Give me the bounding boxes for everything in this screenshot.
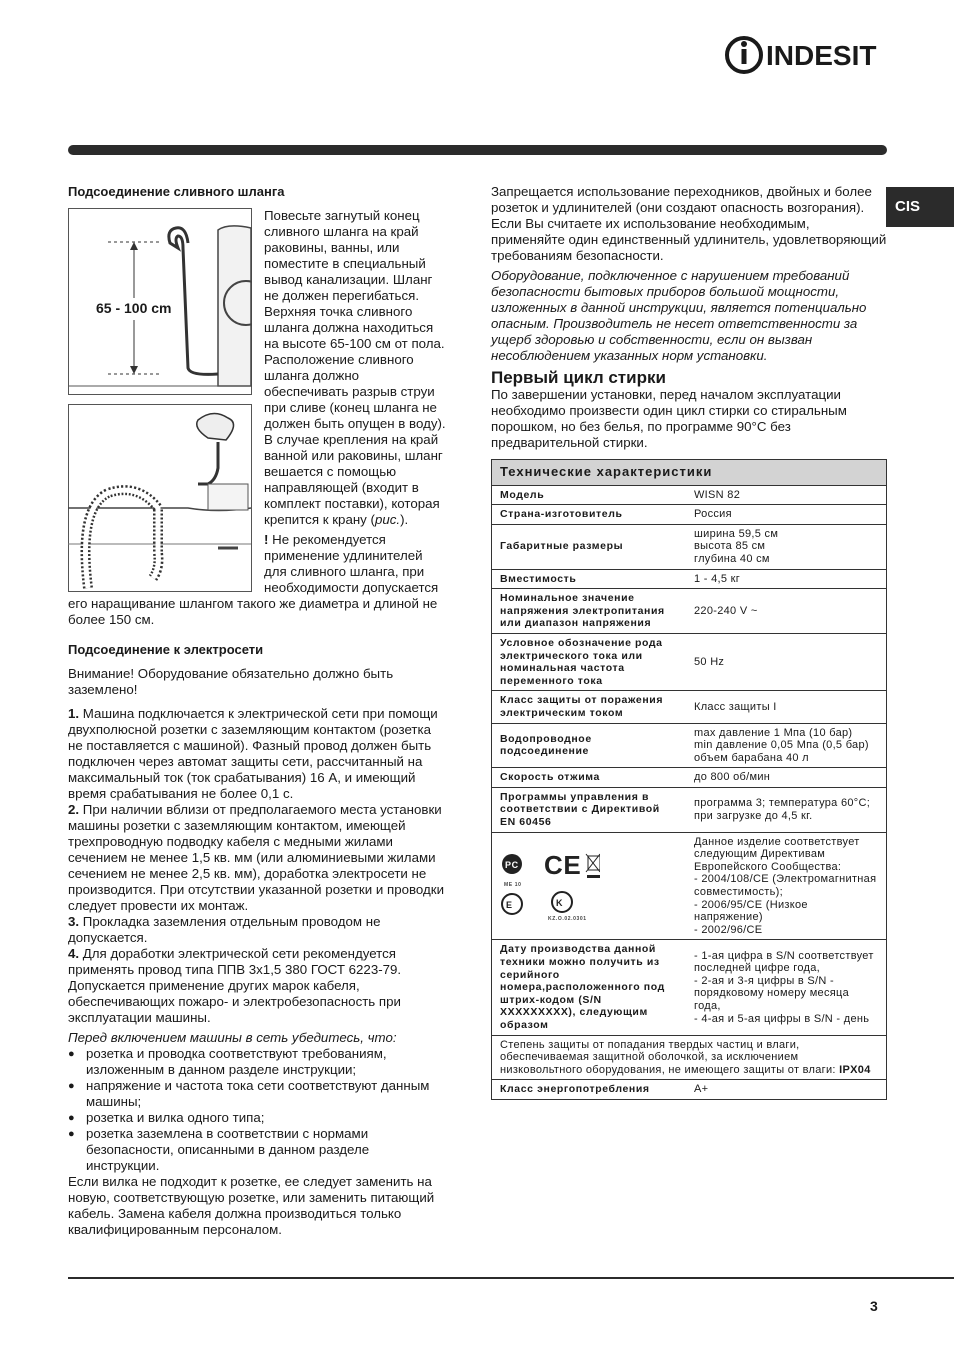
- svg-text:K: K: [556, 898, 564, 909]
- drain-figures: [68, 208, 252, 592]
- drain-hose-illustration: [68, 208, 252, 592]
- svg-text:МЕ 10: МЕ 10: [504, 882, 522, 889]
- height-range-label: 65 - 100 cm: [96, 300, 172, 316]
- ip-code: IPX04: [839, 1063, 871, 1076]
- electric-items: [68, 706, 446, 1026]
- warning-icon: !: [264, 532, 269, 547]
- header-bar: [68, 145, 887, 155]
- list-item: ● розетка заземлена в соответствии с нормами безопасности, описанными в данном разделе инструкции.: [68, 1126, 446, 1174]
- left-column: [68, 184, 446, 1238]
- table-row: [492, 1035, 887, 1080]
- table-row: [492, 832, 887, 940]
- right-column: [491, 184, 887, 1100]
- ip-protection: Степень защиты от попадания твердых частиц и влаги, обеспечиваемая защитной оболочкой, за исключением низковольтного оборудования, не имеющего защиты от влаги: IPX04: [492, 1035, 887, 1080]
- table-row: Класс энергопотребления A+: [492, 1080, 887, 1100]
- table-row: Скорость отжима до 800 об/мин: [492, 768, 887, 788]
- drain-section-title: Подсоединение сливного шланга: [68, 184, 285, 199]
- first-cycle-text: По завершении установки, перед началом эксплуатации необходимо произвести один цикл стирки со стиральным порошком, но без белья, по программе 90°С без предварительной стирки.: [491, 387, 847, 450]
- table-row: Дату производства данной техники можно получить из серийного номера,расположенного под штрих-кодом (S/N XXXXXXXXX), следующим образом - 1-ая цифра в S/N соответствует последней цифре года, - 2-ая и 3-я цифры в S/N - порядковому номеру месяца года, - 4-ая и 5-ая цифры в S/N - день: [492, 940, 887, 1035]
- certification-icon: [500, 844, 600, 924]
- check-intro: Перед включением машины в сеть убедитесь, что:: [68, 1030, 397, 1045]
- svg-text:KZ.О.02.0301: KZ.О.02.0301: [548, 916, 587, 923]
- certification-marks: [492, 832, 687, 940]
- table-row: Модель WISN 82: [492, 485, 887, 505]
- plug-replacement-note: Если вилка не подходит к розетке, ее следует заменить на новую, соответствующую розетке, или заменить питающий кабель. Замена кабеля должна производиться только квалифицированным персоналом.: [68, 1174, 435, 1237]
- table-row: Условное обозначение рода электрического тока или номинальная частота переменного тока 50 Hz: [492, 633, 887, 690]
- electric-section-title: Подсоединение к электросети: [68, 642, 264, 657]
- spec-table: [491, 459, 887, 1100]
- liability-note: Оборудование, подключенное с нарушением требований безопасности бытовых приборов большой мощности, изложенных в данной инструкции, является потенциально опасным. Производитель не несет ответственности за ущерб здоровью и собственности, если он вызван несоблюдением указанных норм установки.: [491, 268, 867, 363]
- brand-logo: [724, 30, 888, 80]
- table-row: Номинальное значение напряжения электропитания или диапазон напряжения 220-240 V ~: [492, 589, 887, 634]
- table-row: Водопроводное подсоединение max давление 1 Мпа (10 бар) min давление 0,05 Мпа (0,5 бар) объем барабана 40 л: [492, 723, 887, 768]
- svg-text:CE: CE: [544, 850, 582, 881]
- svg-text:PC: PC: [505, 860, 519, 871]
- list-item: ● розетка и вилка одного типа;: [68, 1110, 446, 1126]
- electric-item: 4. Для доработки электрической сети рекомендуется применять провод типа ППВ 3х1,5 380 ГОСТ 6223-79. Допускается применение других марок кабеля, обеспечивающих пожаро- и электробезопасность при эксплуатации машины.: [68, 946, 402, 1025]
- table-row: Класс защиты от поражения электрическим током Класс защиты I: [492, 691, 887, 723]
- electric-item: 3. Прокладка заземления отдельным проводом не допускается.: [68, 914, 381, 945]
- grounding-attention: Внимание! Оборудование обязательно должно быть заземлено!: [68, 666, 394, 697]
- table-row: Страна-изготовитель Россия: [492, 505, 887, 525]
- spec-table-title: Технические характеристики: [492, 460, 887, 486]
- first-cycle-title: Первый цикл стирки: [491, 368, 666, 387]
- table-row: Программы управления в соответствии с Директивой EN 60456 программа 3; температура 60°С; при загрузке до 4,5 кг.: [492, 787, 887, 832]
- adapter-prohibition: Запрещается использование переходников, двойных и более розеток и удлинителей (они создают опасность возгорания). Если Вы считаете их использование необходимым, применяйте один единственный удлинитель, удовлетворяющий требованиям безопасности.: [491, 184, 887, 263]
- footer-rule: [68, 1277, 954, 1279]
- page-number: 3: [870, 1298, 878, 1314]
- directives-text: Данное изделие соответствует следующим Директивам Европейского Сообщества: - 2004/108/CE (Электромагнитная совместимость); - 2006/95/CE (Низкое напряжение) - 2002/96/CE: [686, 832, 887, 940]
- indesit-logo-icon: [724, 30, 888, 80]
- hose-warning: ! Не рекомендуется применение удлинителей для сливного шланга, при необходимости допускается его наращивание шлангом такого же диаметра и длиной не более 150 см.: [68, 532, 439, 627]
- list-item: ● розетка и проводка соответствуют требованиям, изложенным в данном разделе инструкции;: [68, 1046, 446, 1078]
- table-row: Вместимость 1 - 4,5 кг: [492, 569, 887, 589]
- list-item: ● напряжение и частота тока сети соответствуют данным машины;: [68, 1078, 446, 1110]
- table-row: Габаритные размеры ширина 59,5 см высота 85 см глубина 40 см: [492, 524, 887, 569]
- svg-text:Е: Е: [506, 900, 513, 911]
- language-tab: CIS: [886, 187, 954, 227]
- electric-item: 2. При наличии вблизи от предполагаемого места установки машины розетки с заземляющим контактом, имеющей трехпроводную подводку кабеля с медными жилами сечением не менее 1,5 кв. мм (или алюминиевыми жилами сечением не менее 2,5 кв. мм), доработка электросети не производится. При отсутствии указанной розетки и проводки следует провести их монтаж.: [68, 802, 445, 913]
- brand-name: INDESIT: [766, 40, 877, 71]
- electric-item: 1. Машина подключается к электрической сети при помощи двухполюсной розетки с заземляющим контактом (розетка не поставляется с машиной). Фазный провод должен быть подключен через автомат защиты сети, рассчитанный на максимальный ток (ток срабатывания) 16 А, и имеющий время срабатывания не более 0,1 с.: [68, 706, 438, 801]
- drain-instructions: Повесьте загнутый конец сливного шланга на край раковины, ванны, или поместите в специальный вывод канализации. Шланг не должен перегибаться. Верхняя точка сливного шланга должна находиться на высоте 65-100 см от пола. Расположение сливного шланга должно обеспечивать разрыв струи при сливе (конец шланга не должен быть опущен в воду). В случае крепления на край ванной или раковины, шланг вешается с помощью направляющей (входит в комплект поставки), которая крепится к крану (рис.).: [264, 208, 446, 527]
- check-list: [68, 1046, 446, 1174]
